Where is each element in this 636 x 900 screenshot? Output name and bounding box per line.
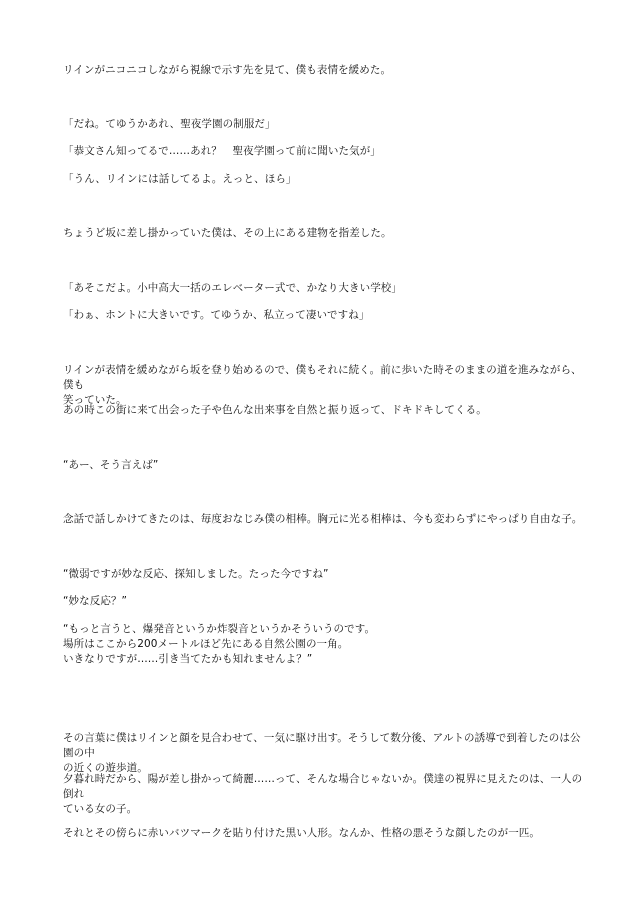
paragraph-17: それとその傍らに赤いバツマークを貼り付けた黒い人形。なんか、性格の悪そうな顔したのが一匹。 bbox=[63, 827, 540, 839]
paragraph-10: “あー、そう言えば” bbox=[63, 459, 159, 471]
paragraph-2: 「だね。てゆうかあれ、聖夜学園の制服だ」 bbox=[63, 118, 276, 130]
paragraph-5: ちょうど坂に差し掛かっていた僕は、その上にある建物を指差した。 bbox=[63, 227, 392, 239]
paragraph-14: “もっと言うと、爆発音というか炸裂音というかそういうのです。 場所はここから200メートルほど先にある自然公園の一角。 いきなりですが……引き当てたかも知れませんよ？” bbox=[63, 623, 376, 665]
paragraph-12: “微弱ですが妙な反応、探知しました。たった今ですね” bbox=[63, 568, 329, 580]
paragraph-16: 夕暮れ時だから、陽が差し掛かって綺麗……って、そんな場合じゃないか。僕達の視界に見えたのは、一人の倒れ ている女の子。 bbox=[63, 773, 583, 815]
paragraph-3: 「恭文さん知ってるで……あれ？ 聖夜学園って前に聞いた気が」 bbox=[63, 145, 381, 157]
paragraph-4: 「うん、リインには話してるよ。えっと、ほら」 bbox=[63, 173, 297, 185]
paragraph-9: あの時この街に来て出会った子や色んな出来事を自然と振り返って、ドキドキしてくる。 bbox=[63, 404, 487, 416]
paragraph-7: 「わぁ、ホントに大きいです。てゆうか、私立って凄いですね」 bbox=[63, 309, 370, 321]
paragraph-6: 「あそこだよ。小中高大一括のエレベーター式で、かなり大きい学校」 bbox=[63, 282, 402, 294]
paragraph-15: その言葉に僕はリインと顔を見合わせて、一気に駆け出す。そうして数分後、アルトの誘導で到着したのは公園の中 の近くの遊歩道。 bbox=[63, 732, 581, 774]
paragraph-13: “妙な反応？” bbox=[63, 595, 128, 607]
paragraph-1: リインがニコニコしながら視線で示す先を見て、僕も表情を緩めた。 bbox=[63, 64, 392, 76]
paragraph-11: 念話で話しかけてきたのは、毎度おなじみ僕の相棒。胸元に光る相棒は、今も変わらずにやっぱり自由な子。 bbox=[63, 513, 583, 525]
paragraph-8: リインが表情を緩めながら坂を登り始めるので、僕もそれに続く。前に歩いた時そのままの道を進みながら、僕も 笑っていた。 bbox=[63, 364, 582, 406]
